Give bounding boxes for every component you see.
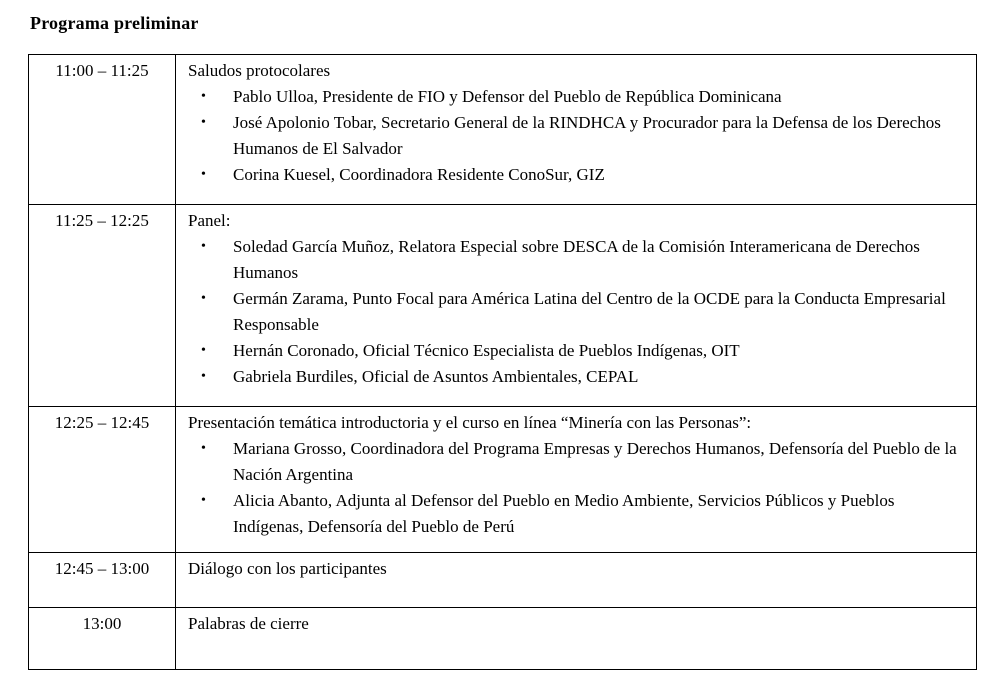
bullet-icon: • — [201, 369, 206, 384]
bullet-text: Mariana Grosso, Coordinadora del Programa Empresas y Derechos Humanos, Defensoría del Pueblo de la Nación Argentina — [233, 439, 957, 484]
list-item — [201, 84, 966, 110]
list-item — [201, 162, 966, 188]
bullet-icon: • — [201, 493, 206, 508]
list-item — [201, 286, 966, 338]
time-cell: 12:25 – 12:45 — [29, 407, 176, 553]
session-heading: Palabras de cierre — [188, 614, 309, 633]
table-row — [29, 553, 977, 608]
session-heading: Presentación temática introductoria y el curso en línea “Minería con las Personas”: — [188, 413, 752, 432]
bullet-text: Gabriela Burdiles, Oficial de Asuntos Ambientales, CEPAL — [233, 367, 639, 386]
content-cell — [176, 55, 977, 205]
content-cell — [176, 608, 977, 670]
table-row — [29, 55, 977, 205]
bullet-icon: • — [201, 89, 206, 104]
schedule-table-body — [29, 55, 977, 670]
bullet-text: Hernán Coronado, Oficial Técnico Especialista de Pueblos Indígenas, OIT — [233, 341, 740, 360]
bullet-icon: • — [201, 343, 206, 358]
time-cell: 13:00 — [29, 608, 176, 670]
page-title: Programa preliminar — [30, 13, 199, 33]
list-item — [201, 110, 966, 162]
session-heading: Saludos protocolares — [188, 61, 331, 80]
bullet-text: Alicia Abanto, Adjunta al Defensor del Pueblo en Medio Ambiente, Servicios Públicos y Pueblos Indígenas, Defensoría del Pueblo de Perú — [233, 491, 895, 536]
bullet-icon: • — [201, 441, 206, 456]
time-cell: 12:45 – 13:00 — [29, 553, 176, 608]
table-row — [29, 407, 977, 553]
schedule-table — [28, 54, 977, 670]
bullet-list — [188, 436, 966, 540]
content-cell — [176, 205, 977, 407]
time-cell: 11:00 – 11:25 — [29, 55, 176, 205]
bullet-text: Soledad García Muñoz, Relatora Especial sobre DESCA de la Comisión Interamericana de Derechos Humanos — [233, 237, 920, 282]
list-item — [201, 234, 966, 286]
bullet-text: José Apolonio Tobar, Secretario General de la RINDHCA y Procurador para la Defensa de los Derechos Humanos de El Salvador — [233, 113, 941, 158]
content-cell — [176, 553, 977, 608]
bullet-text: Pablo Ulloa, Presidente de FIO y Defensor del Pueblo de República Dominicana — [233, 87, 782, 106]
content-cell — [176, 407, 977, 553]
time-cell: 11:25 – 12:25 — [29, 205, 176, 407]
list-item — [201, 436, 966, 488]
bullet-list — [188, 84, 966, 188]
list-item — [201, 338, 966, 364]
session-heading: Diálogo con los participantes — [188, 559, 387, 578]
bullet-list — [188, 234, 966, 390]
list-item — [201, 364, 966, 390]
list-item — [201, 488, 966, 540]
session-heading: Panel: — [188, 211, 231, 230]
table-row — [29, 205, 977, 407]
bullet-icon: • — [201, 115, 206, 130]
bullet-text: Germán Zarama, Punto Focal para América Latina del Centro de la OCDE para la Conducta Empresarial Responsable — [233, 289, 946, 334]
table-row — [29, 608, 977, 670]
bullet-icon: • — [201, 291, 206, 306]
bullet-text: Corina Kuesel, Coordinadora Residente ConoSur, GIZ — [233, 165, 605, 184]
bullet-icon: • — [201, 239, 206, 254]
bullet-icon: • — [201, 167, 206, 182]
